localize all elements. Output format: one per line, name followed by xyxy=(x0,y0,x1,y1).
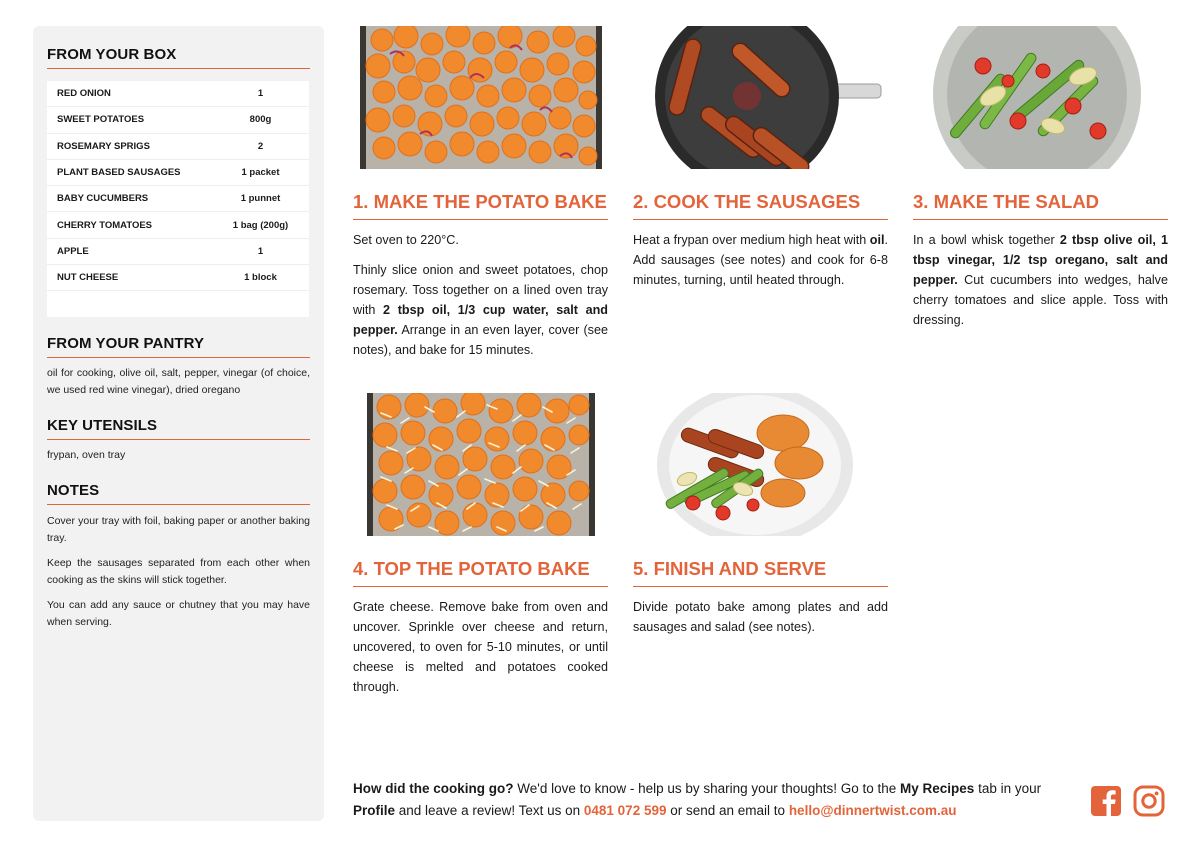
note-text: Cover your tray with foil, baking paper or another baking tray. xyxy=(47,515,310,544)
step-text: In a bowl whisk together 2 tbsp olive oil, 1 tbsp vinegar, 1/2 tsp oregano, salt and pepper. Cut cucumbers into wedges, halve cherry tomatoes and slice apple. Toss with dressing. xyxy=(913,233,1168,327)
pantry-heading: FROM YOUR PANTRY xyxy=(47,335,310,358)
salad-bowl-photo xyxy=(913,26,1168,169)
table-row xyxy=(47,239,309,265)
step-title: 3. MAKE THE SALAD xyxy=(913,191,1168,220)
table-row xyxy=(47,107,309,133)
sidebar xyxy=(33,26,324,821)
step-title: 2. COOK THE SAUSAGES xyxy=(633,191,888,220)
served-plate-photo xyxy=(633,393,888,536)
notes-heading: NOTES xyxy=(47,482,310,505)
table-row xyxy=(47,212,309,238)
ingredient-name: SWEET POTATOES xyxy=(57,114,145,126)
potato-bake-photo xyxy=(353,26,608,169)
from-your-box-heading: FROM YOUR BOX xyxy=(47,46,310,69)
ingredient-name: PLANT BASED SAUSAGES xyxy=(57,167,181,179)
ingredient-name: BABY CUCUMBERS xyxy=(57,193,149,205)
step-4 xyxy=(353,393,608,697)
step-title: 1. MAKE THE POTATO BAKE xyxy=(353,191,608,220)
table-row xyxy=(47,265,309,291)
ingredient-name: CHERRY TOMATOES xyxy=(57,219,153,231)
instagram-icon[interactable] xyxy=(1133,785,1165,817)
pantry-text: oil for cooking, olive oil, salt, pepper, vinegar (of choice, we used red wine vinegar), dried oregano xyxy=(47,367,310,396)
box-ingredients-table xyxy=(47,81,309,317)
ingredient-qty: 1 bag (200g) xyxy=(232,219,289,231)
table-row xyxy=(47,160,309,186)
cheesy-potato-bake-photo xyxy=(353,393,608,536)
pantry-section xyxy=(47,335,310,399)
note-text: Keep the sausages separated from each other when cooking as the skins will stick together. xyxy=(47,557,310,586)
step-text: Thinly slice onion and sweet potatoes, chop rosemary. Toss together on a lined oven tray with 2 tbsp oil, 1/3 cup water, salt and pepper. Arrange in an even layer, cover (see notes), and bake for 15 minutes. xyxy=(353,263,608,357)
step-1 xyxy=(353,26,608,360)
ingredient-qty: 800g xyxy=(249,114,272,126)
step-text: Grate cheese. Remove bake from oven and uncover. Sprinkle over cheese and return, uncovered, to oven for 5-10 minutes, or until cheese is melted and potatoes cooked through. xyxy=(353,600,608,694)
step-5 xyxy=(633,393,888,637)
step-text: Divide potato bake among plates and add sausages and salad (see notes). xyxy=(633,600,888,634)
ingredient-qty: 1 packet xyxy=(241,167,280,179)
step-title: 4. TOP THE POTATO BAKE xyxy=(353,558,608,587)
notes-section xyxy=(47,482,310,631)
ingredient-name: RED ONION xyxy=(57,88,111,100)
table-row xyxy=(47,134,309,160)
email-link[interactable]: hello@dinnertwist.com.au xyxy=(788,802,957,818)
step-title: 5. FINISH AND SERVE xyxy=(633,558,888,587)
feedback-footer: How did the cooking go? We'd love to know - help us by sharing your thoughts! Go to the My Recipes tab in your Profile and leave a review! Text us on 0481 072 599 or send an email to hello@dinnertwist.com.au xyxy=(353,781,1042,818)
table-row xyxy=(47,186,309,212)
phone-link[interactable]: 0481 072 599 xyxy=(583,802,667,818)
profile-label: Profile xyxy=(353,802,396,818)
ingredient-qty: 2 xyxy=(257,140,264,152)
feedback-question: How did the cooking go? xyxy=(353,781,514,796)
facebook-icon[interactable] xyxy=(1090,785,1122,817)
step-2 xyxy=(633,26,888,290)
utensils-text: frypan, oven tray xyxy=(47,449,126,461)
step-3 xyxy=(913,26,1168,330)
ingredient-name: APPLE xyxy=(57,245,89,257)
ingredient-qty: 1 block xyxy=(244,272,277,284)
step-text: Set oven to 220°C. xyxy=(353,233,459,247)
ingredient-qty: 1 xyxy=(257,245,264,257)
table-row xyxy=(47,81,309,107)
ingredient-name: NUT CHEESE xyxy=(57,272,119,284)
utensils-heading: KEY UTENSILS xyxy=(47,417,310,440)
my-recipes-label: My Recipes xyxy=(900,781,975,796)
step-text: Heat a frypan over medium high heat with oil. Add sausages (see notes) and cook for 6-8 minutes, turning, until heated through. xyxy=(633,233,888,287)
ingredient-name: ROSEMARY SPRIGS xyxy=(57,140,150,152)
ingredient-qty: 1 xyxy=(257,88,264,100)
ingredient-qty: 1 punnet xyxy=(240,193,281,205)
note-text: You can add any sauce or chutney that you may have when serving. xyxy=(47,599,310,628)
sausages-frypan-photo xyxy=(633,26,888,169)
utensils-section xyxy=(47,417,310,464)
